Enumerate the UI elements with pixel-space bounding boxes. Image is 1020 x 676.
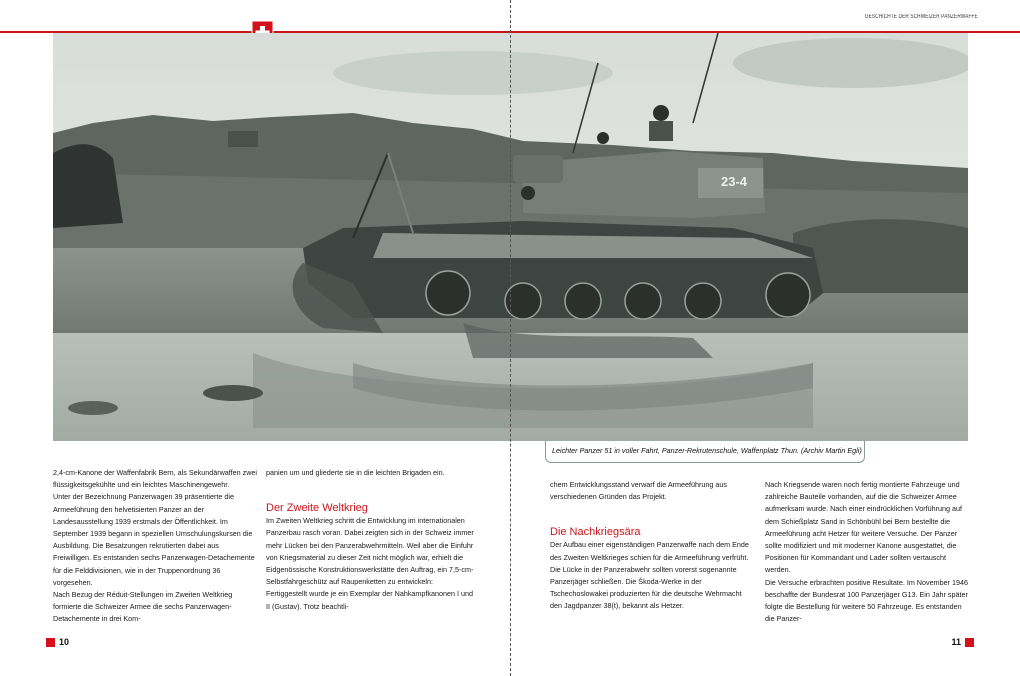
- page-number: 11: [951, 637, 961, 647]
- paragraph: Nach Kriegsende waren noch fertig montierte Fahrzeuge und zahlreiche Bauteile vorhanden, auf die die Schweizer Armee aufmerksam wurde. Nach einer eindrücklichen Vorführung auf dem Schießplatz Sand in Schönbühl bei Bern bestellte die Armeeführung acht Hetzer für weitere Versuche. Der Panzer sollte modifiziert und mit moderner Kanone ausgestattet, die Positionen für Kommandant und Lader sollten vertauscht werden.: [765, 480, 962, 575]
- red-square-icon: [965, 638, 974, 647]
- paragraph: Nach Bezug der Réduit-Stellungen im Zweiten Weltkrieg formierte die Schweizer Armee die sechs Panzerwagen-Detachemente in drei Kom-: [53, 590, 233, 624]
- section-heading-zweite-weltkrieg: Der Zweite Weltkrieg: [266, 502, 368, 515]
- paragraph: 2,4-cm-Kanone der Waffenfabrik Bern, als Sekundärwaffen zwei flüssigkeitsgekühlte und ein leichtes Maschinengewehr.: [53, 468, 258, 490]
- red-square-icon: [46, 638, 55, 647]
- running-title: GESCHICHTE DER SCHWEIZER PANZERWAFFE: [865, 14, 978, 20]
- left-column-1: [53, 467, 258, 626]
- paragraph: Im Zweiten Weltkrieg schritt die Entwicklung im internationalen Panzerbau rasch voran. Dabei zeigten sich in der Schweiz immer mehr Lücken bei den Panzerabwehrmitteln. Weil aber die Einfuhr von Kriegsmaterial zu dieser Zeit nicht möglich war, erhielt die Eidgenössische Konstruktionswerkstätte den Auftrag, ein 7,5-cm-Selbstfahrgeschütz auf Raupenketten zu entwickeln: Fertiggestellt wurde je ein Exemplar der Nahkampfkanonen I und II (Gustav). Trotz beachtli-: [266, 516, 474, 611]
- photo-caption: Leichter Panzer 51 in voller Fahrt, Panzer-Rekrutenschule, Waffenplatz Thun. (Archiv Martin Egli): [545, 441, 865, 463]
- page-number-left: [46, 637, 69, 647]
- left-column-2: [266, 467, 476, 613]
- paragraph: Die Versuche erbrachten positive Resultate. Im November 1946 beschaffte der Bundesrat 100 Panzerjäger G13. Ein Jahr später folgte die Bestellung für weitere 50 Fahrzeuge. Es entstanden die Panzer-: [765, 577, 968, 624]
- page-number: 10: [59, 637, 70, 647]
- paragraph: panien um und gliederte sie in die leichten Brigaden ein.: [266, 468, 445, 477]
- paragraph: chem Entwicklungsstand verwarf die Armeeführung aus verschiedenen Gründen das Projekt.: [550, 480, 727, 502]
- right-column-1: [550, 479, 755, 613]
- right-column-2: [765, 479, 970, 625]
- paragraph: Unter der Bezeichnung Panzerwagen 39 präsentierte die Armeeführung den helvetisierten Panzer an der Landesausstellung 1939 erstmals der Öffentlichkeit. Im September 1939 begann in speziellen Umschulungskursen die Ausbildung. Die Besatzungen rekrutierten dabei aus Freiwilligen. Es entstanden sechs Panzerwagen-Detachemente für die Felddivisionen, wie in der Truppenordnung 36 vorgesehen.: [53, 492, 255, 587]
- page-gutter-fold: [510, 0, 511, 676]
- section-heading-nachkriegsaera: Die Nachkriegsära: [550, 526, 641, 539]
- page-number-right: [951, 637, 974, 647]
- paragraph: Der Aufbau einer eigenständigen Panzerwaffe nach dem Ende des Zweiten Weltkrieges schien für die Armeeführung verfrüht. Die Lücke in der Panzerabwehr sollten vorerst sogenannte Panzerjäger schließen. Die Škoda-Werke in der Tschechoslowakei produzierten für die deutsche Wehrmacht den Jagdpanzer 38(t), bekannt als Hetzer.: [550, 540, 749, 611]
- turret-number: 23-4: [721, 174, 748, 189]
